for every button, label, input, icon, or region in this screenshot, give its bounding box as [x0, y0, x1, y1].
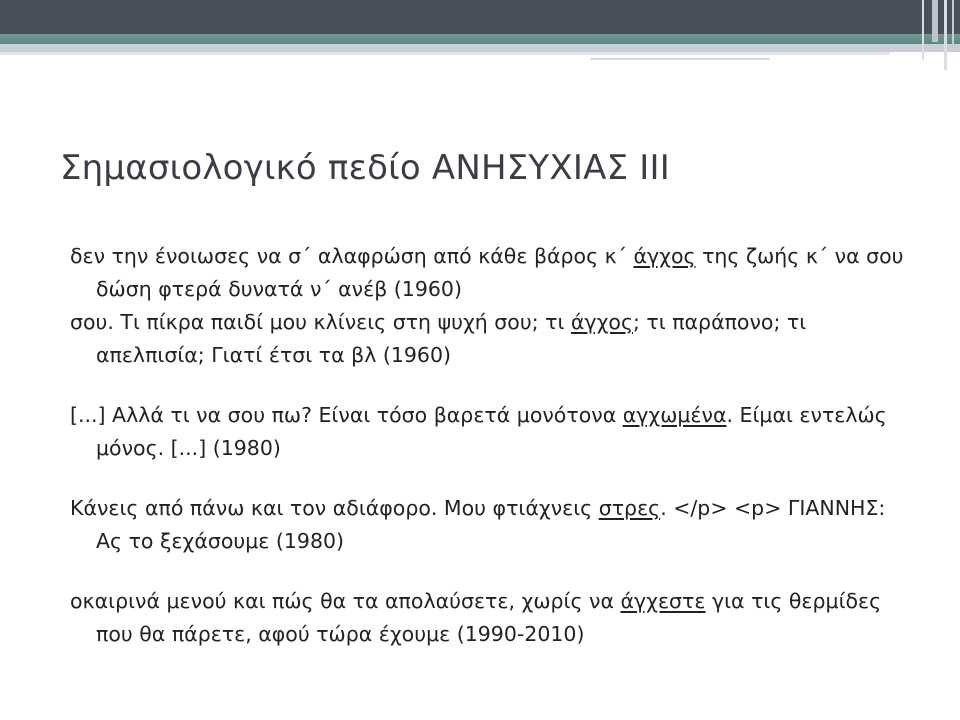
header-accent-line-short [590, 58, 770, 60]
quote-text-after: . Είμαι εντελώς μόνος. [...] (1980) [96, 403, 887, 460]
corner-accent-bar [944, 0, 947, 70]
quote-text-before: σου. Τι πίκρα παιδί μου κλίνεις στη ψυχή σου; τι [70, 310, 571, 334]
slide-body [70, 240, 910, 651]
paragraph-spacer [70, 558, 910, 585]
keyword: άγχος [633, 244, 696, 268]
paragraph-spacer [70, 372, 910, 399]
quote-paragraph-3 [70, 399, 910, 465]
quote-paragraph-5 [70, 585, 910, 651]
quote-paragraph-2 [70, 306, 910, 372]
corner-accent-bar [922, 0, 924, 60]
quote-text-after: για τις θερμίδες που θα πάρετε, αφού τώρα έχουμε (1990-2010) [96, 589, 882, 646]
quote-text-before: οκαιρινά μενού και πώς θα τα απολαύσετε, χωρίς να [70, 589, 621, 613]
quote-text-after: ; τι παράπονο; τι απελπισία; Γιατί έτσι τα βλ (1960) [96, 310, 807, 367]
paragraph-spacer [70, 465, 910, 492]
header-accent-line [0, 52, 890, 55]
keyword: άγχος [570, 310, 633, 334]
quote-text-after: . </p> <p> ΓΙΑΝΝΗΣ: Ας το ξεχάσουμε (1980) [96, 496, 886, 553]
quote-text-before: [...] Αλλά τι να σου πω? Είναι τόσο βαρετά μονότονα [70, 403, 623, 427]
corner-accent-bar [932, 0, 938, 42]
quote-text-before: δεν την ένοιωσες να σ΄ αλαφρώση από κάθε βάρος κ΄ [70, 244, 634, 268]
corner-accent-bar [952, 0, 954, 52]
keyword: στρες [598, 496, 661, 520]
header-band-dark [0, 0, 960, 34]
keyword: αγχωμένα [622, 403, 727, 427]
slide-title: Σημασιολογικό πεδίο ΑΝΗΣΥΧΙΑΣ ΙΙΙ [60, 148, 670, 188]
quote-paragraph-1 [70, 240, 910, 306]
quote-paragraph-4 [70, 492, 910, 558]
header-band-teal [0, 34, 960, 44]
header-band-light [0, 44, 960, 52]
quote-text-after: της ζωής κ΄ να σου δώση φτερά δυνατά ν΄ ανέβ (1960) [96, 244, 904, 301]
quote-text-before: Κάνεις από πάνω και τον αδιάφορο. Μου φτιάχνεις [70, 496, 599, 520]
keyword: άγχεστε [620, 589, 706, 613]
